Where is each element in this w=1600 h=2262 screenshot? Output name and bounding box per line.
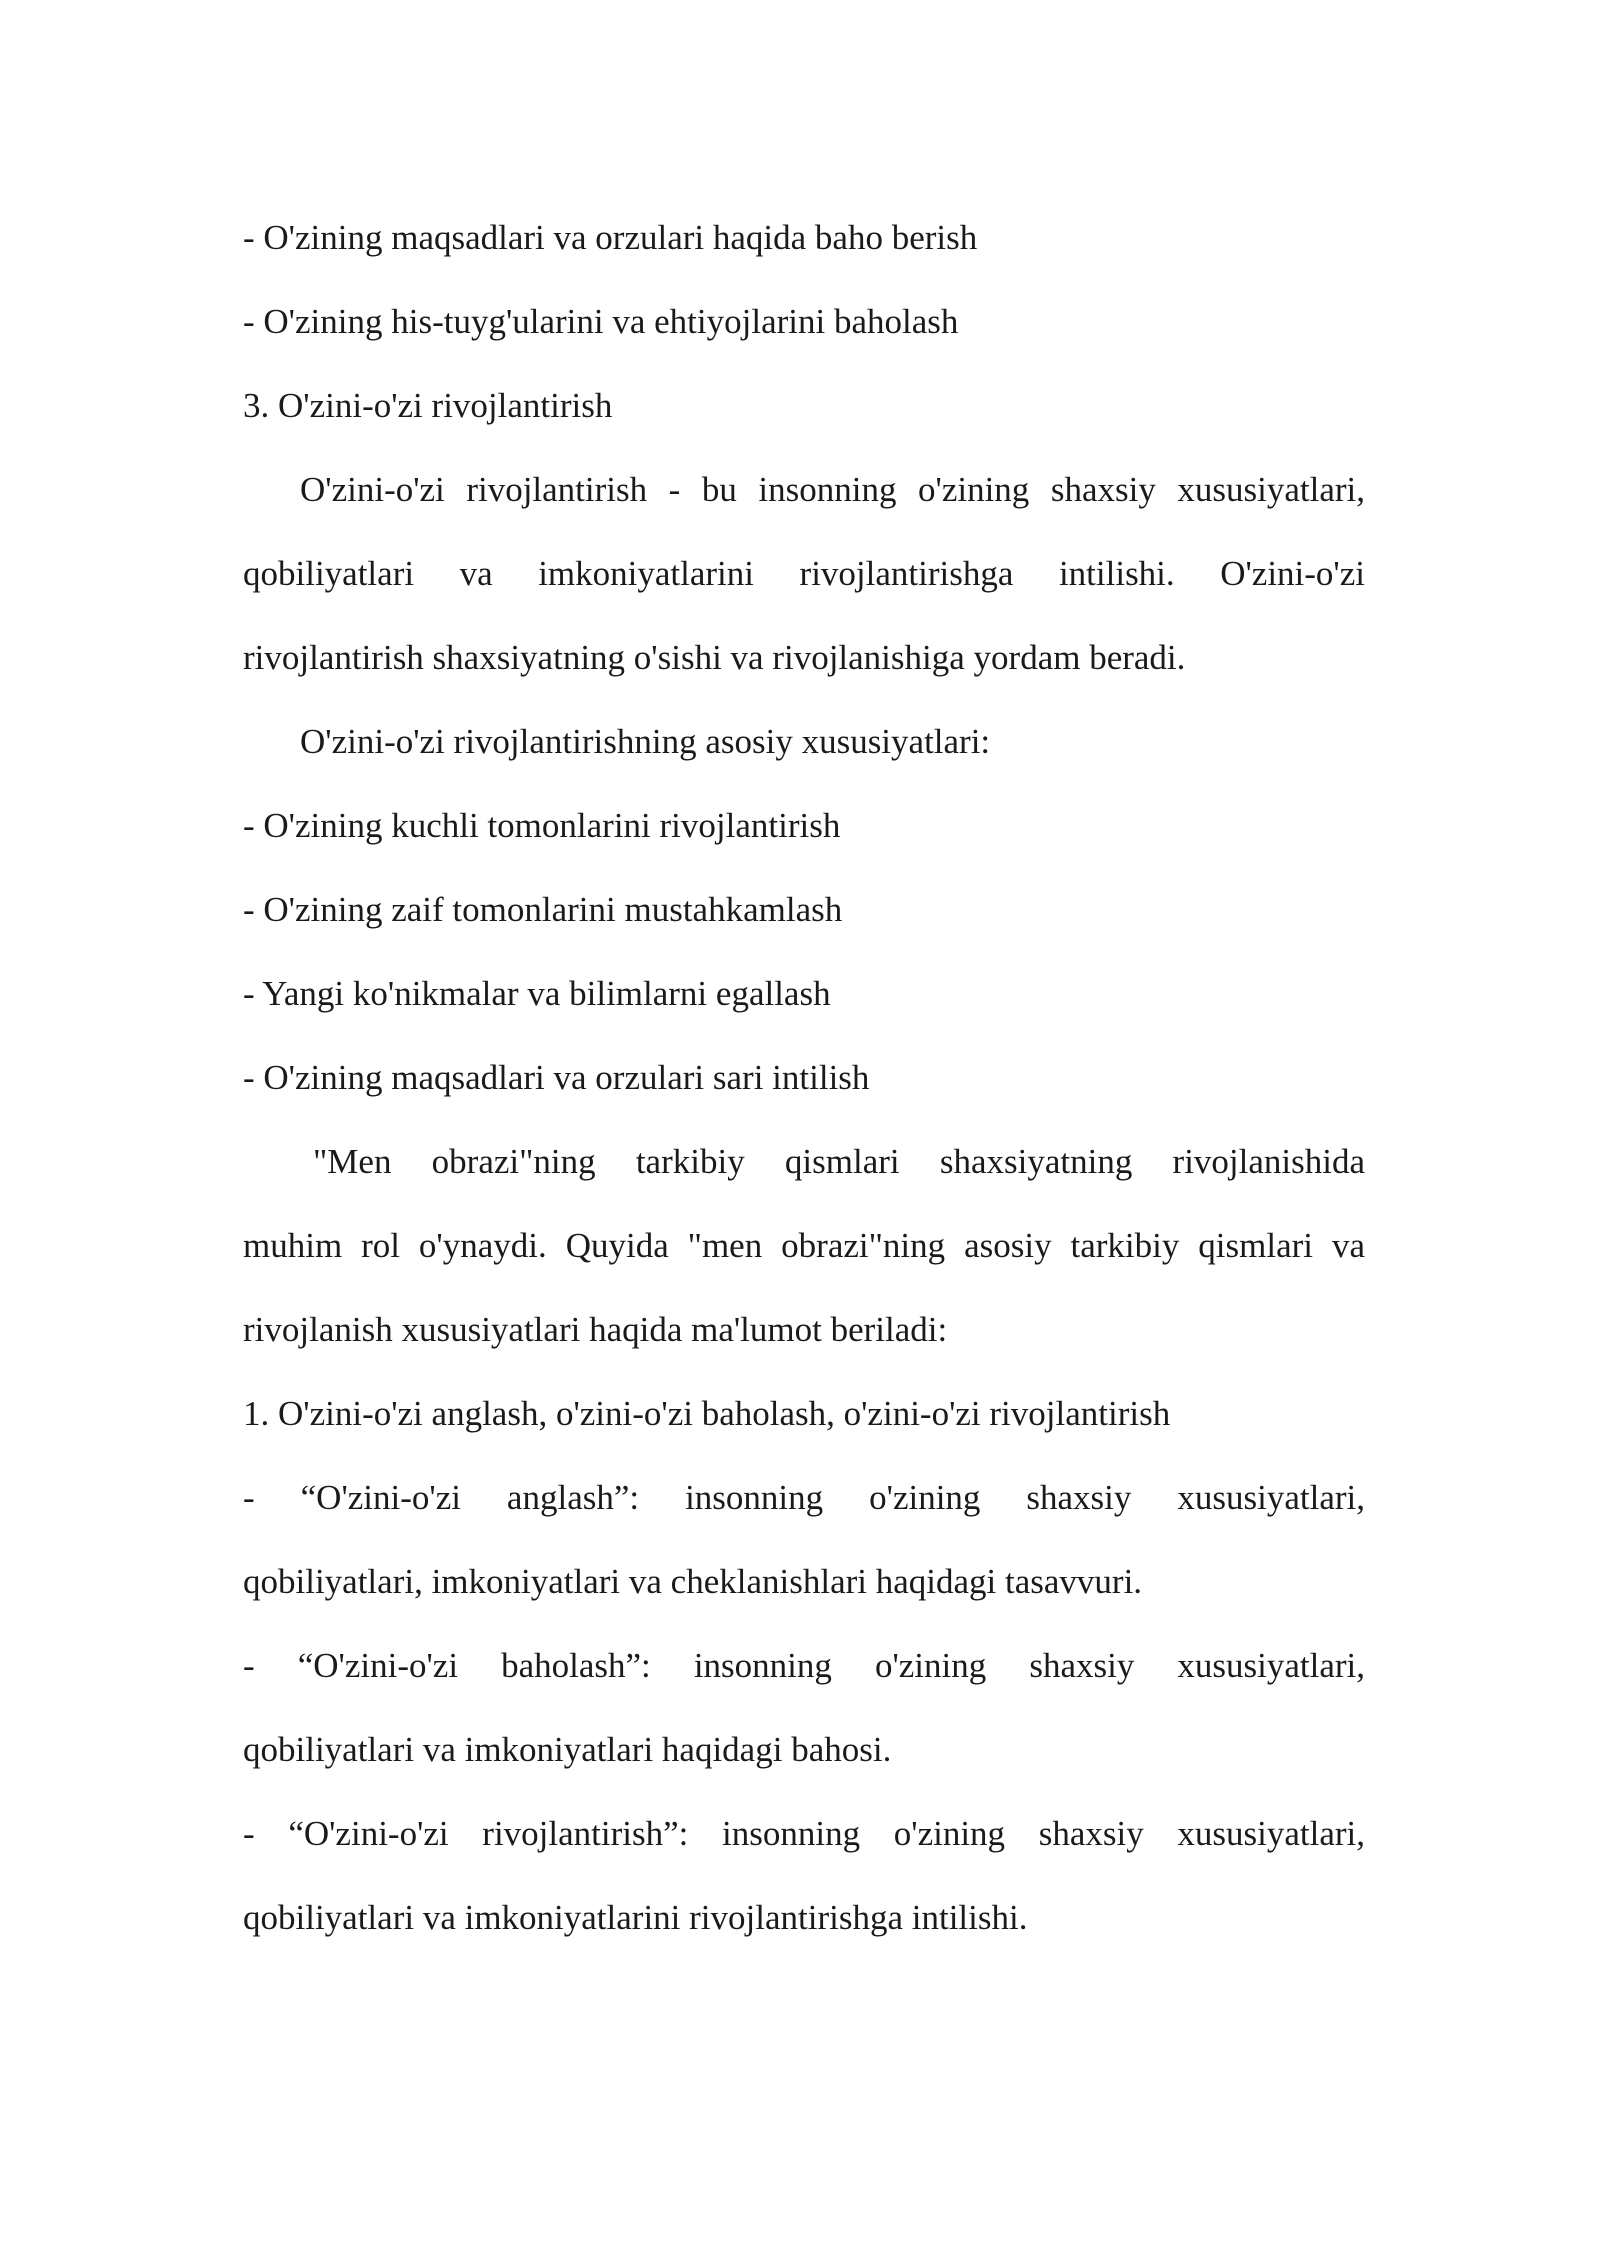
- section-heading: 1. O'zini-o'zi anglash, o'zini-o'zi baholash, o'zini-o'zi rivojlantirish: [243, 1394, 1171, 1433]
- paragraph-line: O'zini-o'zi rivojlantirishning asosiy xususiyatlari:: [300, 722, 991, 761]
- bullet-line: - Yangi ko'nikmalar va bilimlarni egallash: [243, 974, 831, 1013]
- bullet-line: - O'zining maqsadlari va orzulari haqida baho berish: [243, 218, 978, 257]
- definition-line: - “O'zini-o'zi baholash”: insonning o'zining shaxsiy xususiyatlari,: [243, 1646, 1365, 1685]
- paragraph-line: rivojlantirish shaxsiyatning o'sishi va rivojlanishiga yordam beradi.: [243, 638, 1186, 677]
- bullet-line: - O'zining zaif tomonlarini mustahkamlash: [243, 890, 843, 929]
- definition-line: - “O'zini-o'zi anglash”: insonning o'zining shaxsiy xususiyatlari,: [243, 1478, 1365, 1517]
- section-heading: 3. O'zini-o'zi rivojlantirish: [243, 386, 613, 425]
- paragraph-line: muhim rol o'ynaydi. Quyida "men obrazi"ning asosiy tarkibiy qismlari va: [243, 1226, 1365, 1265]
- definition-line: qobiliyatlari, imkoniyatlari va cheklanishlari haqidagi tasavvuri.: [243, 1562, 1143, 1601]
- paragraph-line: qobiliyatlari va imkoniyatlarini rivojlantirishga intilishi. O'zini-o'zi: [243, 554, 1365, 593]
- paragraph-line: rivojlanish xususiyatlari haqida ma'lumot beriladi:: [243, 1310, 948, 1349]
- paragraph-line: O'zini-o'zi rivojlantirish - bu insonning o'zining shaxsiy xususiyatlari,: [300, 470, 1365, 509]
- bullet-line: - O'zining kuchli tomonlarini rivojlantirish: [243, 806, 841, 845]
- paragraph-line: "Men obrazi"ning tarkibiy qismlari shaxsiyatning rivojlanishida: [313, 1142, 1365, 1181]
- document-body: [243, 210, 1365, 1974]
- definition-line: - “O'zini-o'zi rivojlantirish”: insonning o'zining shaxsiy xususiyatlari,: [243, 1814, 1365, 1853]
- bullet-line: - O'zining his-tuyg'ularini va ehtiyojlarini baholash: [243, 302, 959, 341]
- definition-line: qobiliyatlari va imkoniyatlari haqidagi bahosi.: [243, 1730, 892, 1769]
- bullet-line: - O'zining maqsadlari va orzulari sari intilish: [243, 1058, 870, 1097]
- definition-line: qobiliyatlari va imkoniyatlarini rivojlantirishga intilishi.: [243, 1898, 1028, 1937]
